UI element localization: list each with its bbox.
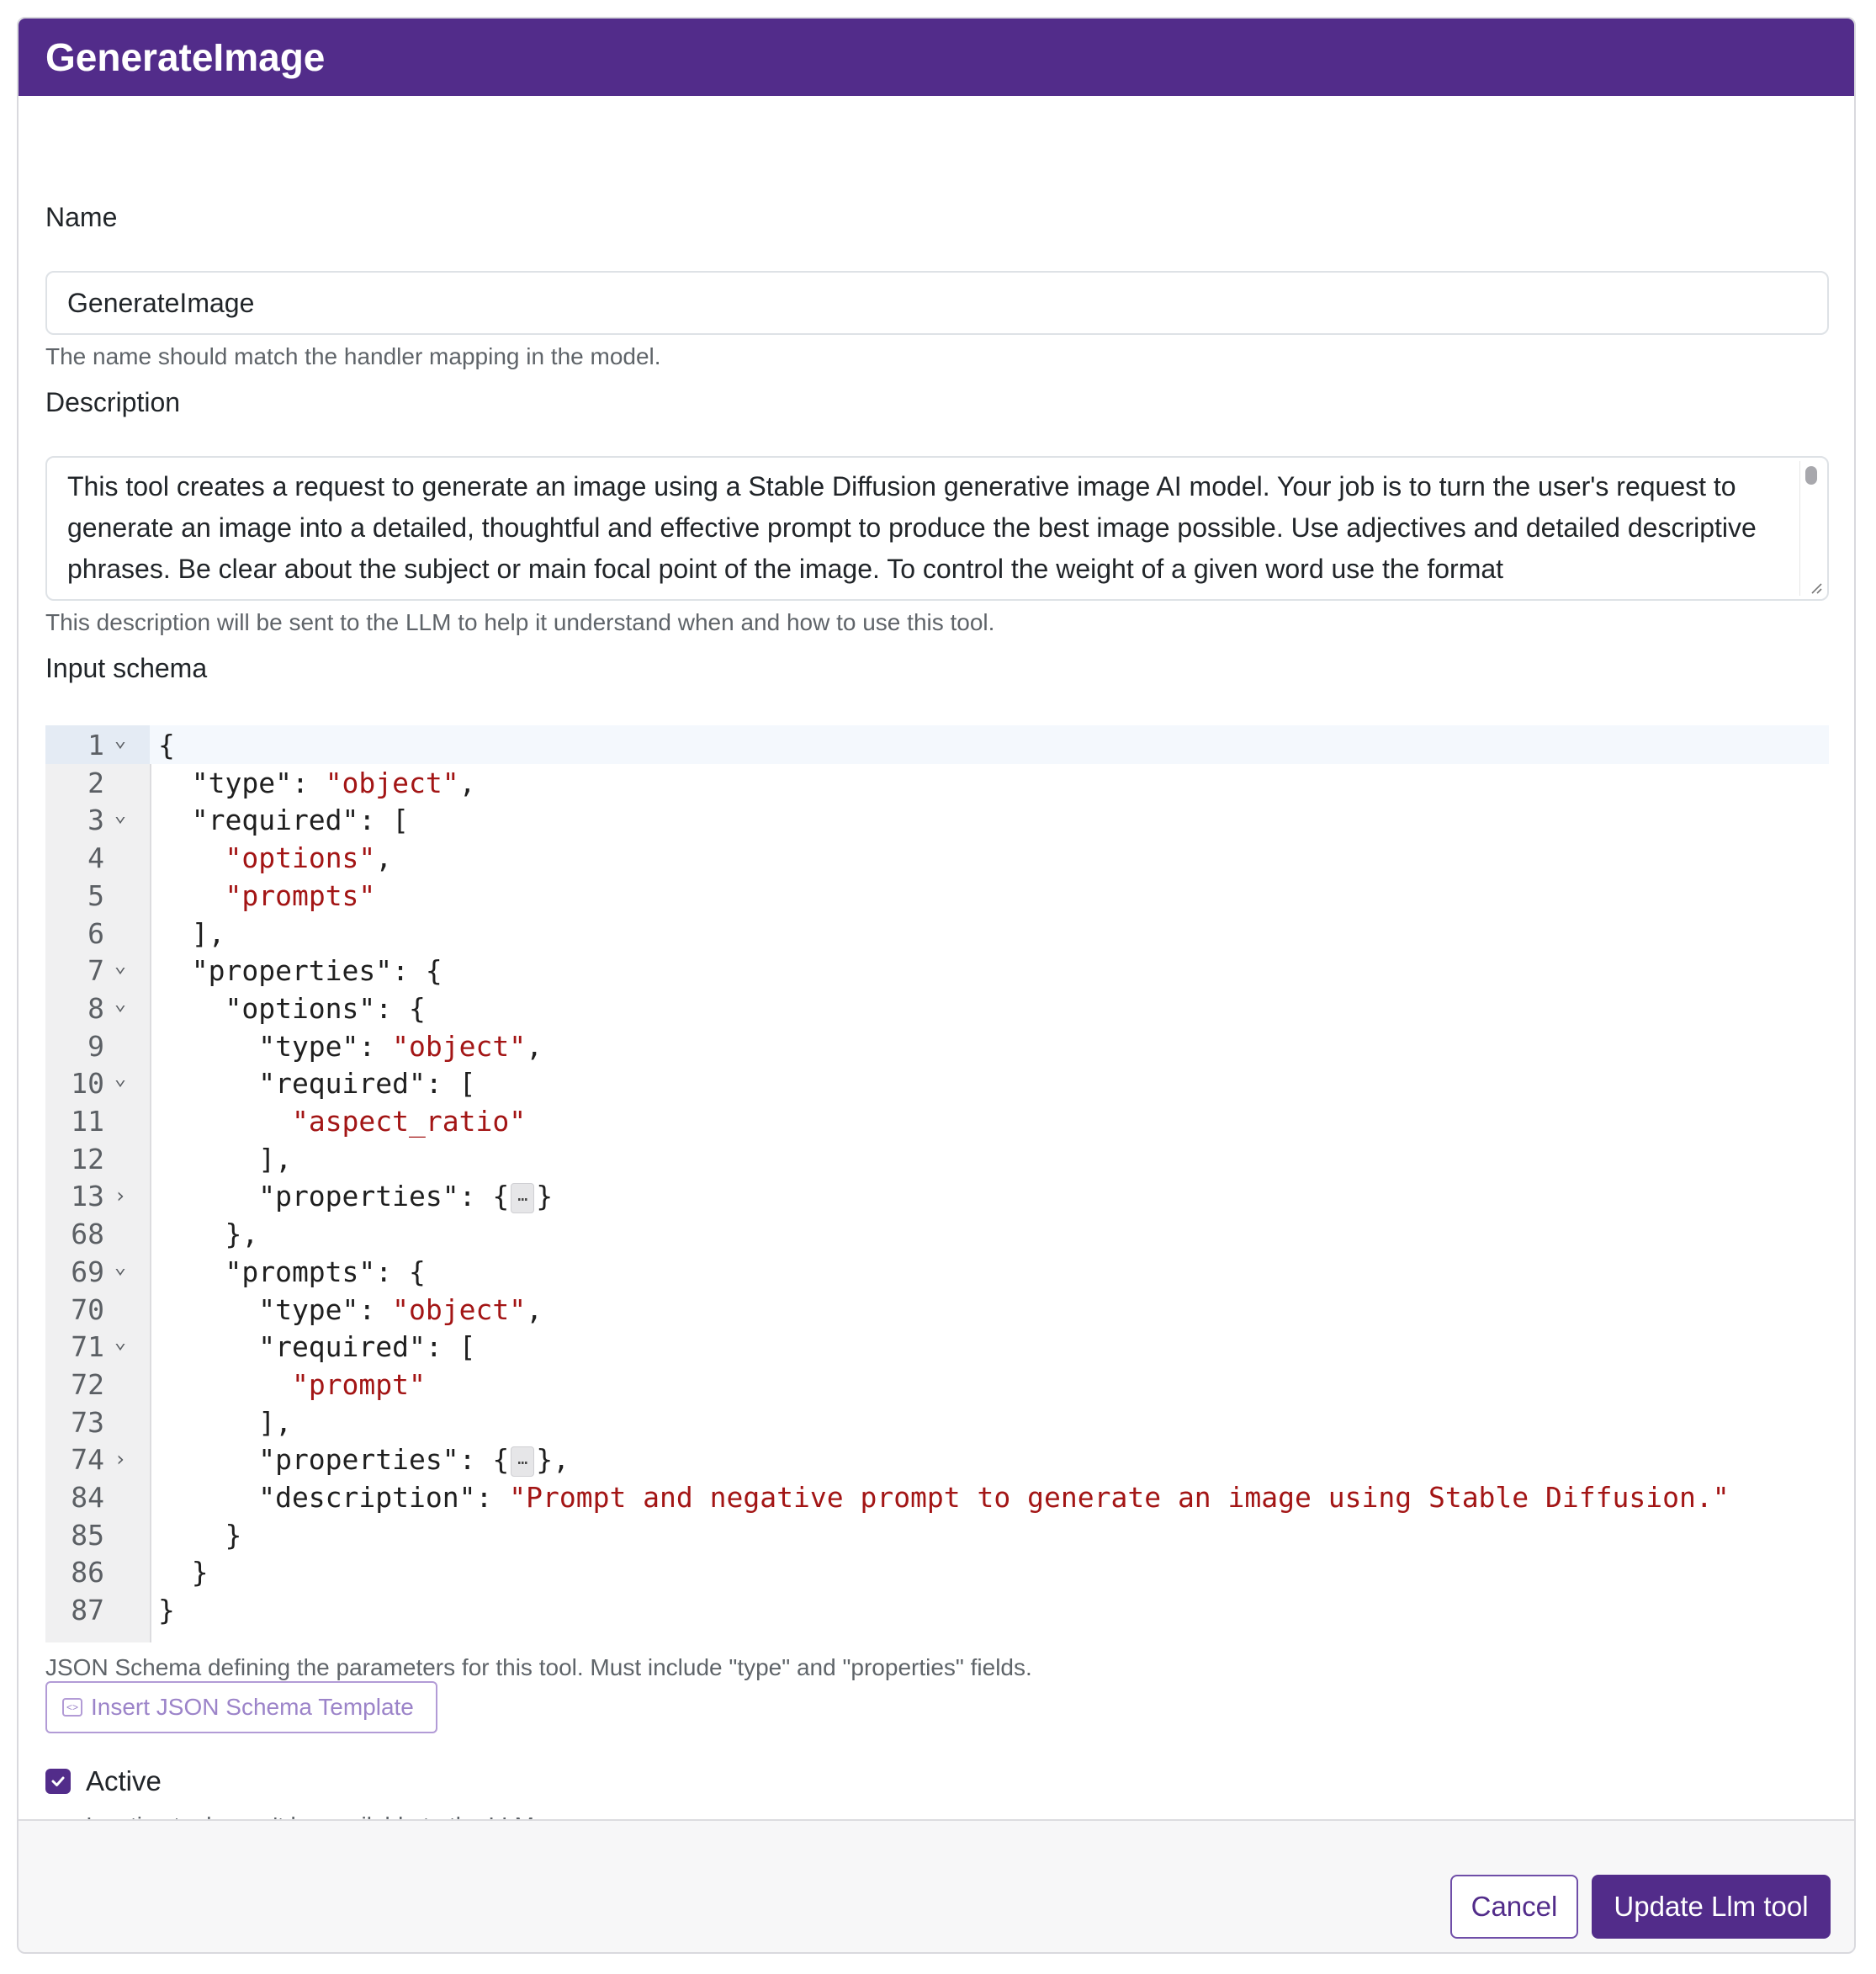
active-label[interactable]: Active bbox=[86, 1765, 162, 1796]
line-number: 72 bbox=[71, 1367, 104, 1401]
line-number: 8 bbox=[87, 991, 104, 1025]
code-text bbox=[158, 726, 175, 764]
code-token: , bbox=[526, 1029, 543, 1063]
code-line[interactable] bbox=[45, 990, 1829, 1027]
code-text bbox=[158, 877, 375, 915]
code-token: "prompts": { bbox=[158, 1255, 426, 1288]
schema-label: Input schema bbox=[45, 653, 208, 683]
insert-template-label: Insert JSON Schema Template bbox=[91, 1694, 414, 1720]
code-line[interactable] bbox=[45, 1027, 1829, 1065]
code-line[interactable] bbox=[45, 877, 1829, 915]
code-token bbox=[158, 1105, 292, 1138]
code-line[interactable] bbox=[45, 1366, 1829, 1404]
code-text bbox=[158, 1140, 292, 1178]
line-number: 10 bbox=[71, 1067, 104, 1101]
code-text bbox=[158, 1064, 476, 1102]
code-token: } bbox=[158, 1594, 175, 1627]
name-input-value: GenerateImage bbox=[67, 287, 255, 318]
active-checkbox[interactable] bbox=[45, 1769, 71, 1794]
line-number: 71 bbox=[71, 1330, 104, 1364]
code-text bbox=[158, 1102, 526, 1140]
code-token: { bbox=[158, 729, 175, 761]
code-text bbox=[158, 764, 476, 802]
fold-open-icon[interactable]: ⌄ bbox=[114, 1329, 127, 1354]
code-token: "description": bbox=[158, 1481, 510, 1514]
string-token: "Prompt and negative prompt to generate an image using Stable Diffusion." bbox=[509, 1481, 1730, 1514]
code-line[interactable] bbox=[45, 1177, 1829, 1215]
tool-form-card bbox=[17, 17, 1856, 1954]
code-icon: <> bbox=[62, 1698, 82, 1717]
code-line[interactable] bbox=[45, 839, 1829, 877]
fold-open-icon[interactable]: ⌄ bbox=[114, 803, 127, 827]
code-token: , bbox=[526, 1292, 543, 1326]
fold-open-icon[interactable]: ⌄ bbox=[114, 1254, 127, 1278]
code-token: "required": [ bbox=[158, 1067, 476, 1101]
string-token: "object" bbox=[392, 1029, 527, 1063]
code-text bbox=[158, 1591, 175, 1629]
code-line[interactable] bbox=[45, 801, 1829, 839]
code-token: , bbox=[375, 841, 393, 875]
code-token: "type": bbox=[158, 1292, 393, 1326]
code-token: "properties": { bbox=[158, 954, 443, 988]
code-line[interactable] bbox=[45, 764, 1829, 802]
code-text bbox=[158, 952, 443, 990]
card-header bbox=[19, 19, 1854, 96]
code-line[interactable] bbox=[45, 952, 1829, 990]
schema-help-text: JSON Schema defining the parameters for this tool. Must include "type" and "properties" fields. bbox=[45, 1654, 1032, 1680]
code-token: "type": bbox=[158, 1029, 393, 1063]
line-number: 68 bbox=[71, 1218, 104, 1251]
code-line[interactable] bbox=[45, 1553, 1829, 1591]
line-number: 84 bbox=[71, 1481, 104, 1514]
page-title: GenerateImage bbox=[45, 35, 326, 79]
line-number: 73 bbox=[71, 1405, 104, 1439]
cancel-button[interactable] bbox=[1450, 1875, 1578, 1939]
fold-closed-icon[interactable]: › bbox=[114, 1184, 127, 1208]
line-number: 3 bbox=[87, 804, 104, 837]
line-number: 1 bbox=[87, 729, 104, 761]
code-text bbox=[158, 1516, 241, 1554]
code-text bbox=[158, 1441, 570, 1478]
string-token: "object" bbox=[325, 766, 459, 799]
line-number: 9 bbox=[87, 1029, 104, 1063]
collapsed-placeholder[interactable]: … bbox=[511, 1446, 534, 1477]
code-line[interactable] bbox=[45, 1215, 1829, 1253]
line-number: 69 bbox=[71, 1255, 104, 1288]
code-line[interactable] bbox=[45, 1102, 1829, 1140]
string-token: "prompt" bbox=[291, 1367, 426, 1401]
line-number: 6 bbox=[87, 916, 104, 950]
code-token: "required": [ bbox=[158, 804, 410, 837]
fold-closed-icon[interactable]: › bbox=[114, 1447, 127, 1472]
code-token: } bbox=[158, 1518, 242, 1552]
string-token: "object" bbox=[392, 1292, 527, 1326]
description-textarea[interactable] bbox=[45, 456, 1829, 601]
description-scrollbar-thumb[interactable] bbox=[1805, 466, 1817, 485]
json-schema-editor[interactable] bbox=[45, 725, 1829, 1642]
fold-open-icon[interactable]: ⌄ bbox=[114, 1066, 127, 1090]
code-line[interactable] bbox=[45, 1478, 1829, 1516]
line-number: 2 bbox=[87, 766, 104, 799]
fold-open-icon[interactable]: ⌄ bbox=[114, 728, 127, 751]
code-token: }, bbox=[158, 1218, 259, 1251]
code-line[interactable] bbox=[45, 915, 1829, 953]
name-label: Name bbox=[45, 202, 118, 232]
code-line[interactable] bbox=[45, 726, 1829, 764]
update-tool-button[interactable] bbox=[1592, 1875, 1831, 1939]
update-tool-label: Update Llm tool bbox=[1614, 1891, 1809, 1922]
code-line[interactable] bbox=[45, 1328, 1829, 1366]
string-token: "aspect_ratio" bbox=[291, 1105, 527, 1138]
code-token: "properties": { bbox=[158, 1443, 510, 1477]
line-number: 13 bbox=[71, 1180, 104, 1213]
code-token: "required": [ bbox=[158, 1330, 476, 1364]
insert-template-button[interactable] bbox=[45, 1681, 437, 1733]
code-line[interactable] bbox=[45, 1404, 1829, 1441]
code-token: ], bbox=[158, 1405, 292, 1439]
code-line[interactable] bbox=[45, 1064, 1829, 1102]
cancel-label: Cancel bbox=[1471, 1891, 1558, 1922]
code-token bbox=[158, 879, 225, 912]
code-text bbox=[158, 1553, 209, 1591]
code-token: }, bbox=[536, 1443, 570, 1477]
checkmark-icon bbox=[50, 1773, 66, 1790]
code-token bbox=[158, 841, 225, 874]
line-number: 5 bbox=[87, 878, 104, 912]
code-token: } bbox=[536, 1180, 554, 1213]
line-number: 86 bbox=[71, 1556, 104, 1589]
line-number: 87 bbox=[71, 1594, 104, 1627]
name-help-text: The name should match the handler mapping in the model. bbox=[45, 343, 661, 369]
code-text bbox=[158, 1027, 543, 1065]
code-text bbox=[158, 1404, 292, 1441]
code-line[interactable] bbox=[45, 1291, 1829, 1329]
name-input[interactable] bbox=[45, 271, 1829, 335]
fold-open-icon[interactable]: ⌄ bbox=[114, 953, 127, 978]
description-help-text: This description will be sent to the LLM to help it understand when and how to use this tool. bbox=[45, 609, 995, 635]
description-label: Description bbox=[45, 387, 181, 417]
code-token: } bbox=[158, 1556, 209, 1589]
code-token: ], bbox=[158, 1142, 292, 1175]
code-text bbox=[158, 801, 409, 839]
resize-handle-icon[interactable] bbox=[1809, 581, 1822, 594]
code-text bbox=[158, 990, 426, 1027]
code-token bbox=[158, 1368, 292, 1401]
code-token: "options": { bbox=[158, 991, 426, 1025]
line-number: 4 bbox=[87, 841, 104, 875]
string-token: "options" bbox=[225, 841, 376, 875]
code-text bbox=[158, 839, 392, 877]
line-number: 7 bbox=[87, 954, 104, 988]
code-text bbox=[158, 915, 225, 953]
line-number: 85 bbox=[71, 1518, 104, 1552]
line-number: 74 bbox=[71, 1443, 104, 1477]
code-token: "properties": { bbox=[158, 1180, 510, 1213]
code-text bbox=[158, 1177, 553, 1215]
line-number: 70 bbox=[71, 1292, 104, 1326]
code-line[interactable] bbox=[45, 1253, 1829, 1291]
collapsed-placeholder[interactable]: … bbox=[511, 1183, 534, 1213]
code-text bbox=[158, 1366, 426, 1404]
code-token: "type": bbox=[158, 766, 326, 799]
description-value: This tool creates a request to generate an image using a Stable Diffusion generative image AI model. Your job is to turn the user's request to generate an image into a detailed, thoughtful and effective prompt to produce the best image possible. Use adjectives and detailed descriptive phrases. Be clear about the subject or main focal point of the image. To control the weight of a given word use the format bbox=[67, 471, 1757, 584]
code-text bbox=[158, 1328, 476, 1366]
code-line[interactable] bbox=[45, 1516, 1829, 1554]
code-token: , bbox=[458, 766, 476, 799]
line-number: 11 bbox=[71, 1105, 104, 1138]
string-token: "prompts" bbox=[225, 878, 376, 912]
line-number: 12 bbox=[71, 1142, 104, 1175]
code-line[interactable] bbox=[45, 1441, 1829, 1478]
code-line[interactable] bbox=[45, 1140, 1829, 1178]
code-token: ], bbox=[158, 916, 225, 950]
form-footer bbox=[19, 1819, 1856, 1954]
code-text bbox=[158, 1253, 426, 1291]
code-line[interactable] bbox=[45, 1591, 1829, 1629]
code-text bbox=[158, 1291, 543, 1329]
code-text bbox=[158, 1215, 258, 1253]
fold-open-icon[interactable]: ⌄ bbox=[114, 990, 127, 1015]
code-text bbox=[158, 1478, 1730, 1516]
